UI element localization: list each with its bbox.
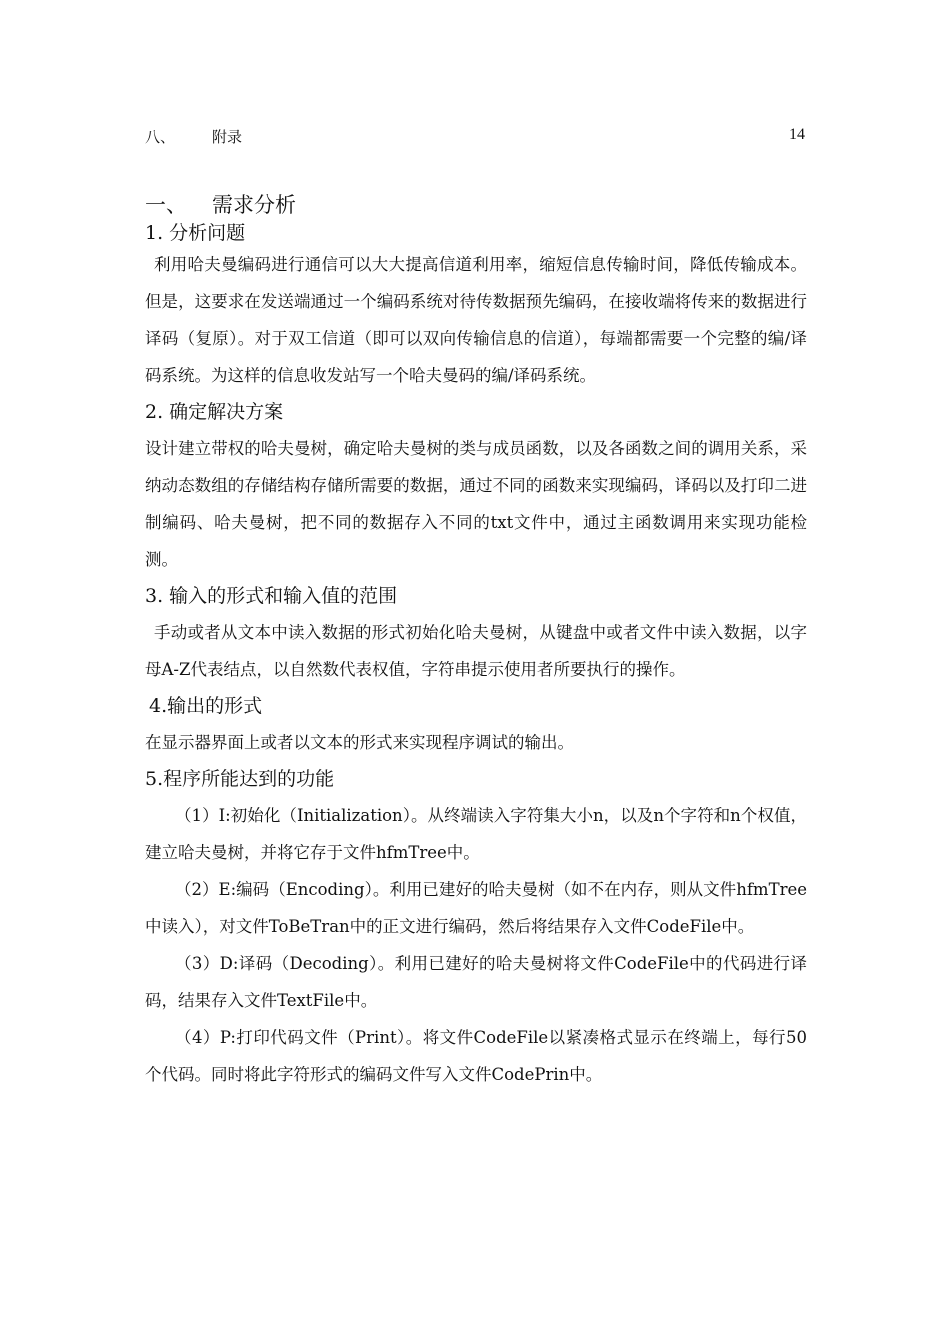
toc-entry-number: 八、 — [145, 128, 176, 146]
paragraph-function-print: （4）P:打印代码文件（Print）。将文件CodeFile以紧凑格式显示在终端上，每行50个代码。同时将此字符形式的编码文件写入文件CodePrin中。 — [145, 1028, 807, 1084]
section-title: 需求分析 — [212, 193, 296, 217]
paragraph-function-init: （1）I:初始化（Initialization）。从终端读入字符集大小n，以及n个字符和n个权值，建立哈夫曼树，并将它存于文件hfmTree中。 — [145, 806, 807, 862]
toc-entry-page-number: 14 — [789, 126, 805, 143]
document-body — [145, 190, 807, 1093]
paragraph-analysis: 利用哈夫曼编码进行通信可以大大提高信道利用率，缩短信息传输时间，降低传输成本。但是，这要求在发送端通过一个编码系统对待传数据预先编码，在接收端将传来的数据进行译码（复原）。对于双工信道（即可以双向传输信息的信道），每端都需要一个完整的编/译码系统。为这样的信息收发站写一个哈夫曼码的编/译码系统。 — [145, 255, 807, 385]
subsection-heading-input: 3. 输入的形式和输入值的范围 — [145, 585, 398, 607]
section-heading — [145, 190, 807, 220]
paragraph-input: 手动或者从文本中读入数据的形式初始化哈夫曼树，从键盘中或者文件中读入数据，以字母A-Z代表结点，以自然数代表权值，字符串提示使用者所要执行的操作。 — [145, 623, 807, 679]
subsection-heading-solution: 2. 确定解决方案 — [145, 401, 284, 423]
subsection-heading-output: 4.输出的形式 — [149, 695, 263, 717]
toc-entry — [145, 126, 805, 148]
section-number: 一、 — [145, 193, 187, 217]
paragraph-output: 在显示器界面上或者以文本的形式来实现程序调试的输出。 — [145, 733, 574, 752]
paragraph-function-encode: （2）E:编码（Encoding）。利用已建好的哈夫曼树（如不在内存，则从文件hfmTree中读入），对文件ToBeTran中的正文进行编码，然后将结果存入文件CodeFile中。 — [145, 880, 807, 936]
toc-entry-title: 附录 — [212, 128, 243, 146]
paragraph-function-decode: （3）D:译码（Decoding）。利用已建好的哈夫曼树将文件CodeFile中的代码进行译码，结果存入文件TextFile中。 — [145, 954, 807, 1010]
subsection-heading-functions: 5.程序所能达到的功能 — [145, 768, 335, 790]
paragraph-solution: 设计建立带权的哈夫曼树，确定哈夫曼树的类与成员函数，以及各函数之间的调用关系，采纳动态数组的存储结构存储所需要的数据，通过不同的函数来实现编码，译码以及打印二进制编码、哈夫曼树，把不同的数据存入不同的txt文件中，通过主函数调用来实现功能检测。 — [145, 439, 807, 569]
subsection-heading-analysis: 1. 分析问题 — [145, 222, 246, 244]
